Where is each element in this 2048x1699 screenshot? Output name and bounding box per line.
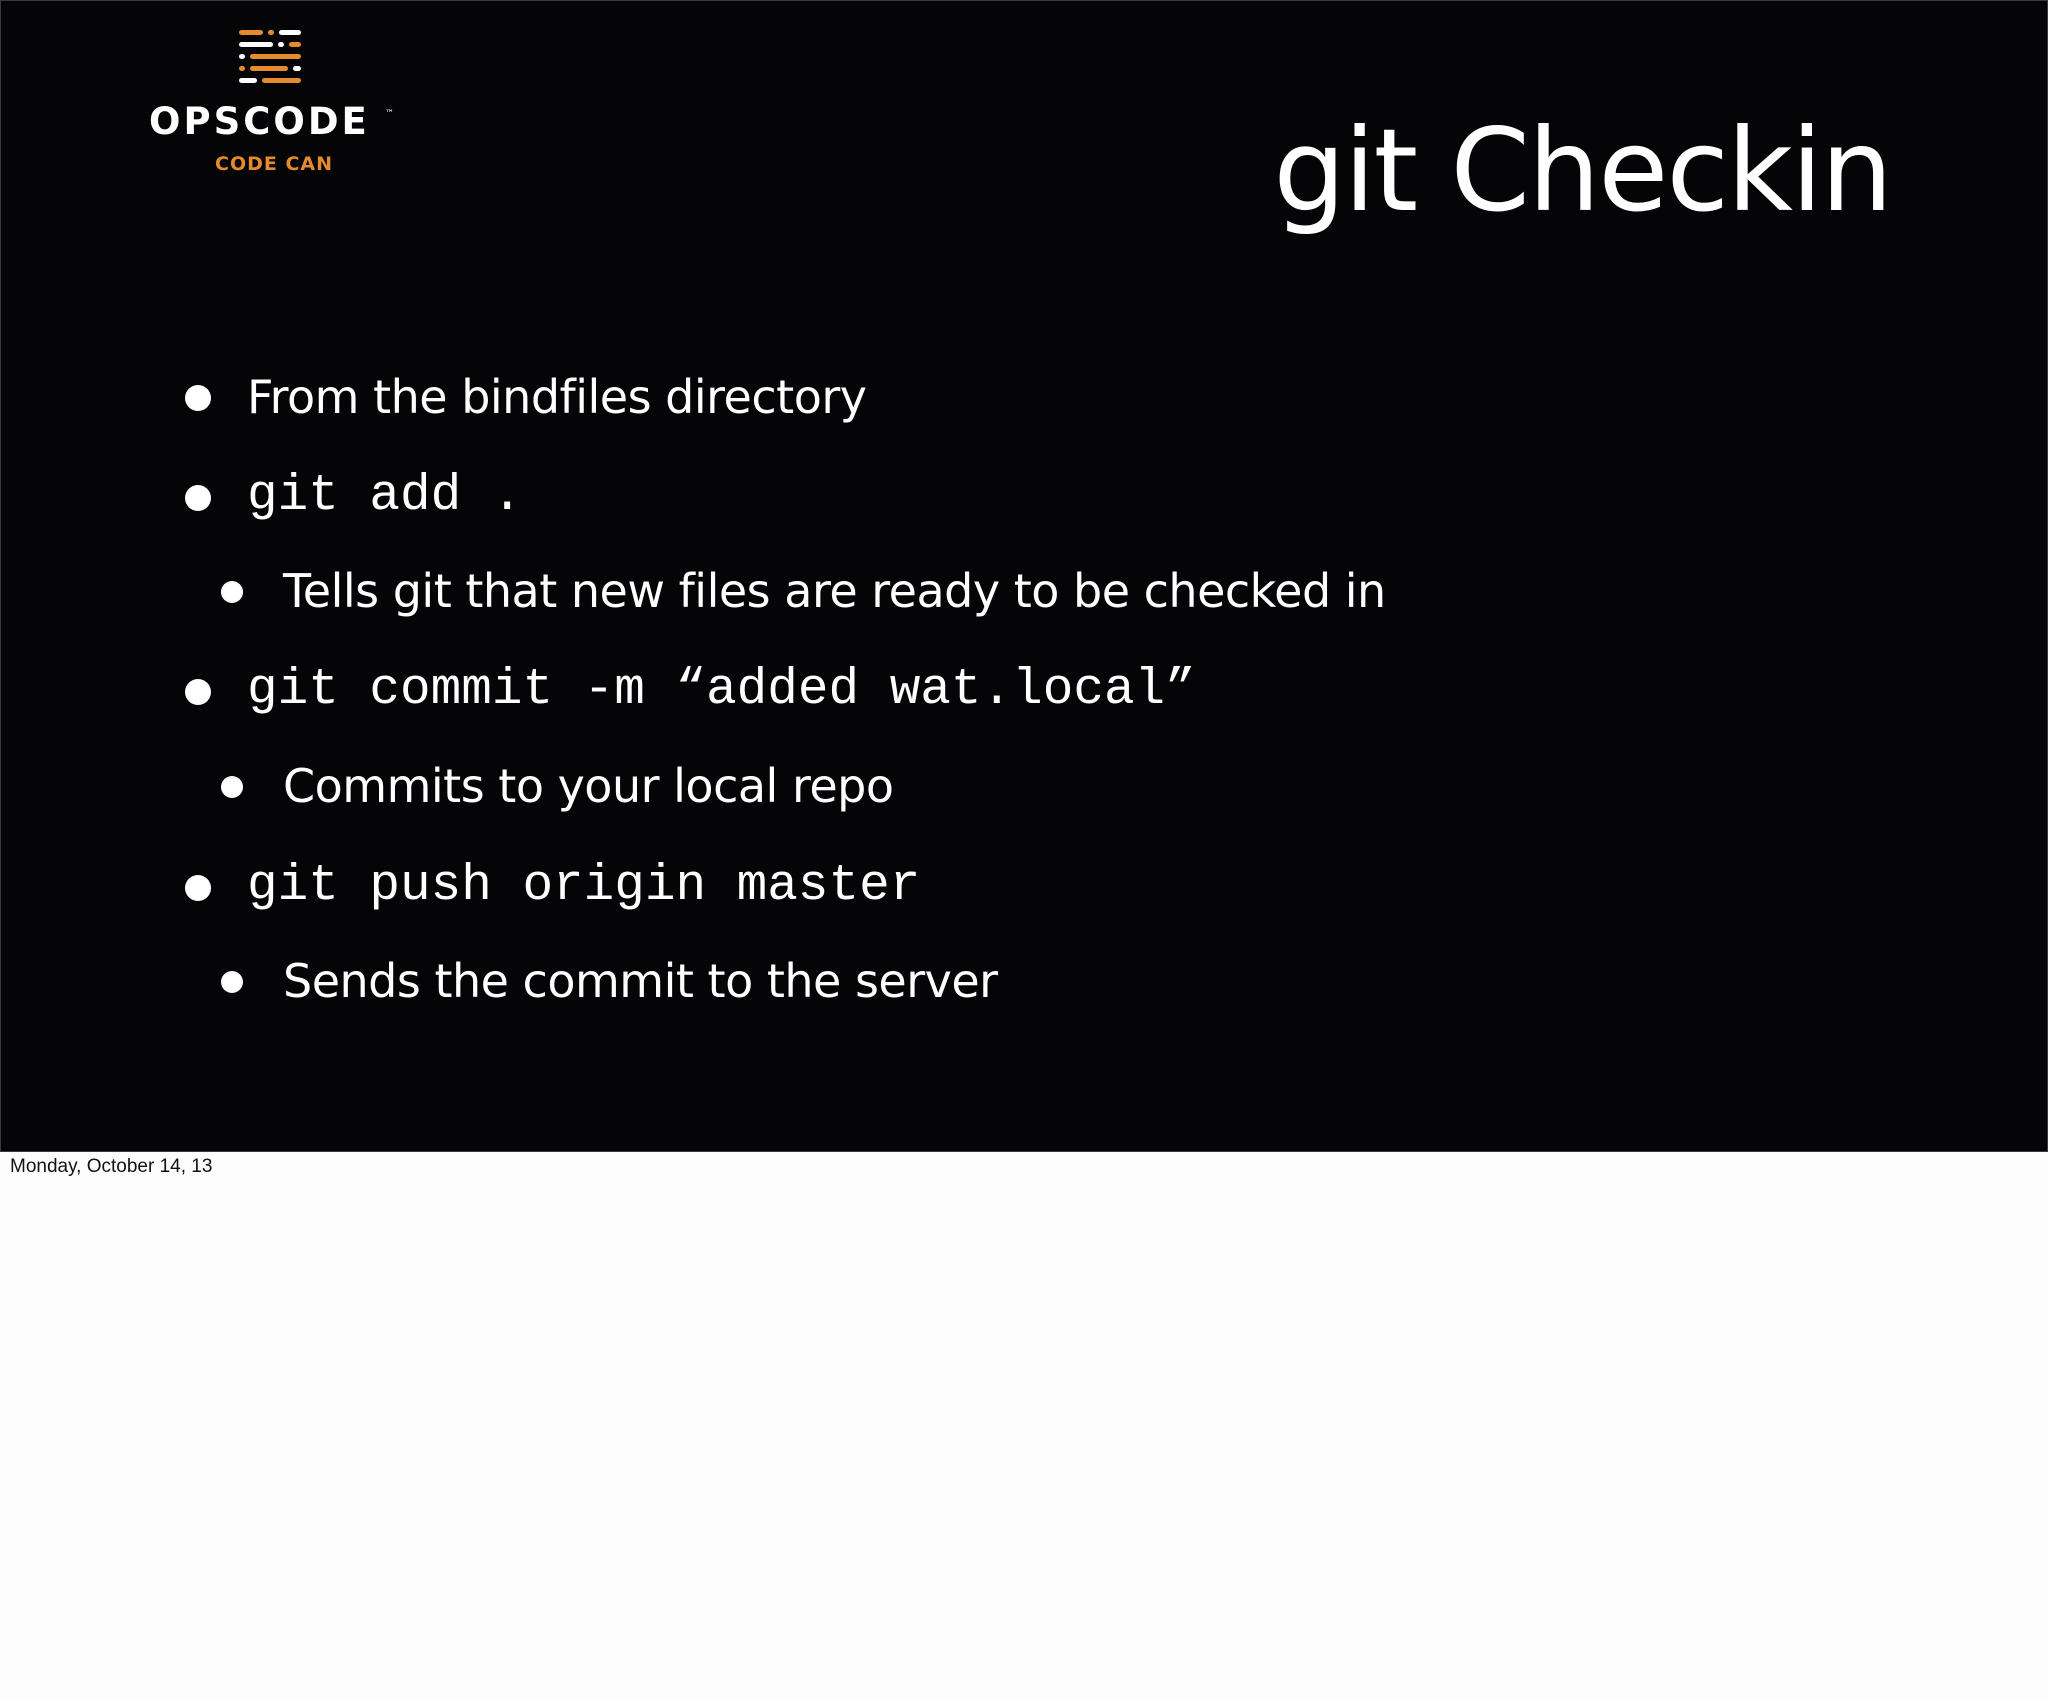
bullet-dot-icon	[221, 776, 243, 798]
sub-bullet-item	[283, 758, 894, 814]
bullet-text: From the bindfiles directory	[247, 370, 867, 424]
bullet-item	[247, 369, 866, 425]
logo-trademark: ™	[385, 109, 394, 119]
bullet-item	[247, 469, 522, 525]
bullet-code: git push origin master	[247, 858, 921, 915]
sub-bullet-item	[283, 953, 998, 1009]
slide-title: git Checkin	[1273, 104, 1891, 237]
bullet-dot-icon	[185, 875, 211, 901]
logo-tagline: CODE CAN	[215, 153, 334, 175]
bullet-item	[247, 859, 920, 915]
bullet-dot-icon	[185, 385, 211, 411]
bullet-item	[247, 663, 1196, 719]
bullet-text: Tells git that new files are ready to be checked in	[283, 564, 1386, 618]
opscode-logo-mark-icon	[237, 27, 309, 89]
bullet-dot-icon	[221, 971, 243, 993]
bullet-dot-icon	[221, 581, 243, 603]
logo-wordmark: OPSCODE	[149, 100, 370, 143]
bullet-text: Sends the commit to the server	[283, 954, 998, 1008]
bullet-code: git commit -m “added wat.local”	[247, 662, 1196, 719]
bullet-dot-icon	[185, 485, 211, 511]
opscode-logo	[149, 27, 399, 177]
bullet-code: git add .	[247, 468, 523, 525]
bullet-text: Commits to your local repo	[283, 759, 894, 813]
footer-date: Monday, October 14, 13	[10, 1156, 213, 1177]
sub-bullet-item	[283, 563, 1386, 619]
bullet-dot-icon	[185, 679, 211, 705]
